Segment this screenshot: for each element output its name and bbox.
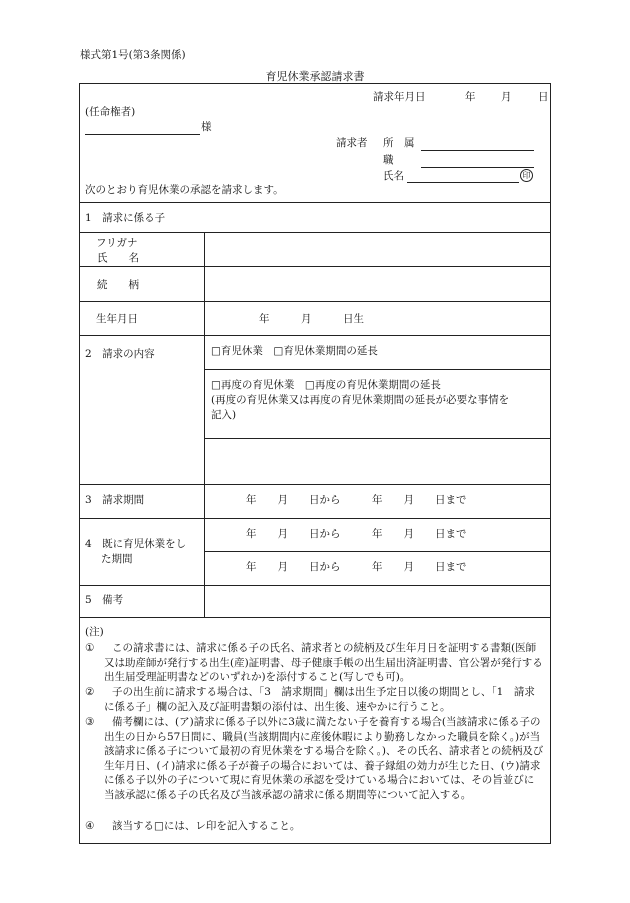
request-date-label: 請求年月日 (373, 91, 426, 103)
rule (80, 335, 550, 336)
section-4-label-1: 4 既に育児休業をし (85, 538, 187, 550)
rule (80, 585, 550, 586)
request-year: 年 (465, 91, 476, 103)
document-title: 育児休業承認請求書 (265, 70, 365, 83)
affiliation-label: 所 属 (383, 137, 415, 149)
rule (80, 202, 550, 203)
past-period-1: 年 月 日から 年 月 日まで (246, 528, 467, 540)
rule (80, 266, 550, 267)
requester-label: 請求者 (336, 137, 368, 149)
note-2-mark: ② (85, 686, 95, 698)
rule (80, 232, 550, 233)
notes-heading: (注) (85, 626, 104, 638)
appointer-sama: 様 (201, 121, 212, 133)
column-divider (204, 232, 205, 617)
option-repeat-leave[interactable]: □再度の育児休業 □再度の育児休業期間の延長 (211, 379, 441, 391)
note-4-mark: ④ (85, 820, 95, 832)
furigana-label: フリガナ (96, 237, 138, 249)
section-2-label: 2 請求の内容 (85, 348, 155, 360)
section-1-label: 1 請求に係る子 (85, 212, 166, 224)
birthdate-label: 生年月日 (96, 313, 138, 325)
relation-label: 続 柄 (97, 279, 139, 291)
section-4-label-2: た期間 (101, 553, 133, 565)
affiliation-underline (421, 150, 534, 151)
appointer-label: (任命権者) (85, 106, 136, 118)
rule (204, 438, 550, 439)
section-3-label: 3 請求期間 (85, 494, 145, 506)
past-period-2: 年 月 日から 年 月 日まで (246, 561, 467, 573)
rule (80, 617, 550, 618)
position-underline (421, 167, 534, 168)
rule (204, 551, 550, 552)
appointer-underline (85, 134, 200, 135)
form-number: 様式第1号(第3条関係) (80, 49, 186, 61)
note-1-text: この請求書には、請求に係る子の氏名、請求者との続柄及び生年月日を証明する書類(医師又は助産師が発行する出生(産)証明書、母子健康手帳の出生届出済証明書、官公署が発行する出生届受理証明書などのいずれか)を添付すること(写しでも可)。 (104, 642, 543, 684)
repeat-leave-note-1: (再度の育児休業又は再度の育児休業期間の延長が必要な事情を (211, 394, 510, 406)
note-4-text: 該当する□には、レ印を記入すること。 (112, 820, 301, 832)
request-period-value: 年 月 日から 年 月 日まで (246, 494, 467, 506)
option-childcare-leave[interactable]: □育児休業 □育児休業期間の延長 (211, 345, 378, 357)
request-intro: 次のとおり育児休業の承認を請求します。 (85, 184, 284, 196)
rule (80, 484, 550, 485)
rule (204, 369, 550, 370)
rule (80, 301, 550, 302)
note-2-text: 子の出生前に請求する場合は、「3 請求期間」欄は出生予定日以後の期間とし、「1 請求に係る子」欄の記入及び証明書類の添付は、出生後、速やかに行うこと。 (104, 686, 535, 713)
note-3-mark: ③ (85, 716, 95, 728)
repeat-leave-note-2: 記入) (211, 409, 237, 421)
request-day: 日 (538, 91, 549, 103)
position-label: 職 (383, 154, 394, 166)
seal-mark: 印 (520, 169, 533, 182)
name-label: 氏名 (383, 170, 404, 182)
note-3-text: 備考欄には、(ア)請求に係る子以外に3歳に満たない子を養育する場合(当該請求に係る子の出生の日から57日間に、職員(当該期間内に産後休暇により勤務しなかった職員を除く。)が当該請求に係る子について最初の育児休業をする場合を除く。)、その氏名、請求者との続柄及び生年月日、(イ)請求に係る子が養子の場合においては、養子縁組の効力が生じた日、(ウ)請求に係る子以外の子について現に育児休業の承認を受けている場合においては、その旨並びに当該承認に係る子の氏名及び当該承認の請求に係る期間等について記入する。 (104, 716, 544, 801)
section-5-label: 5 備考 (85, 594, 124, 606)
name-underline (407, 182, 519, 183)
note-1-mark: ① (85, 642, 95, 654)
request-month: 月 (501, 91, 512, 103)
child-name-label: 氏 名 (97, 252, 139, 264)
form-frame (79, 83, 551, 844)
rule (80, 518, 550, 519)
birthdate-value: 年 月 日生 (259, 313, 364, 325)
